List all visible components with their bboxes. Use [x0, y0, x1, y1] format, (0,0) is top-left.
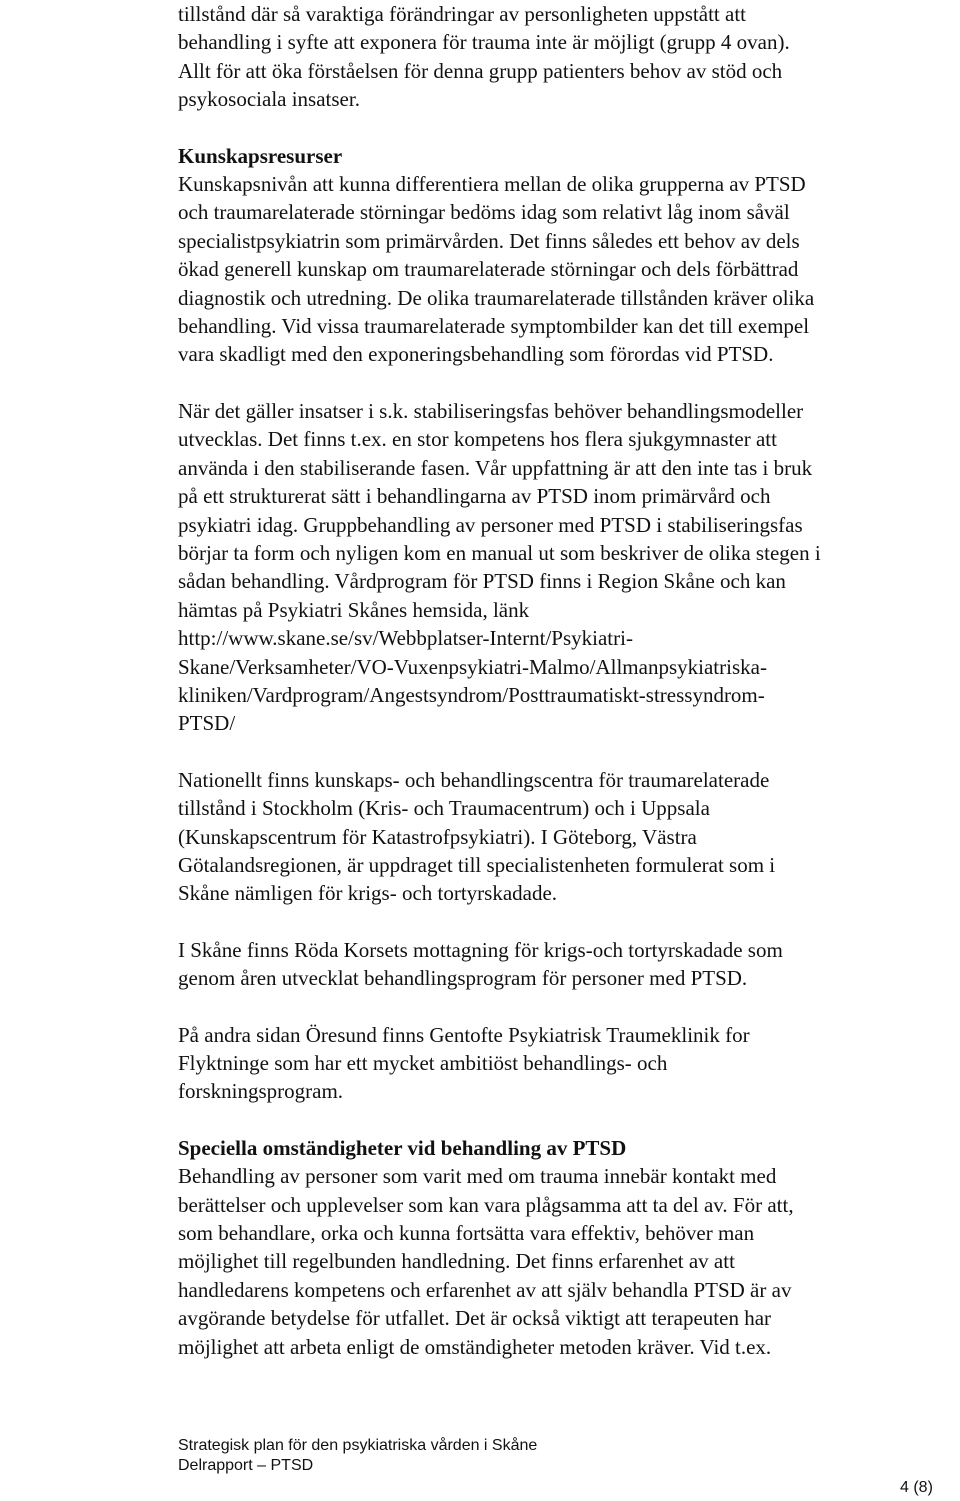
paragraph-nationellt: Nationellt finns kunskaps- och behandlingscentra för traumarelaterade tillstånd i Stockholm (Kris- och Traumacentrum) och i Uppsala (Kunskapscentrum för Katastrofpsykiatri). I Göteborg, Västra Götalandsregionen, är uppdraget till specialistenheten formulerat som i Skåne nämligen för krigs- och tortyrskadade. [178, 767, 776, 906]
paragraph-kunskapsniva: Kunskapsnivån att kunna differentiera mellan de olika grupperna av PTSD och traumarelaterade störningar bedöms idag som relativt låg inom såväl specialistpsykiatrin som primärvården. Det finns således ett behov av dels ökad generell kunskap om traumarelaterade störningar och dels förbättrad diagnostik och utredning. De olika traumarelaterade tillstånden kräver olika behandling. Vid vissa traumarelaterade symptombilder kan det till exempel vara skadligt med den exponeringsbehandling som förordas vid PTSD. [178, 172, 815, 367]
heading-kunskapsresurser: Kunskapsresurser [178, 143, 343, 168]
heading-speciella-omstandigheter: Speciella omständigheter vid behandling av PTSD [178, 1135, 627, 1160]
paragraph-handledning: Behandling av personer som varit med om trauma innebär kontakt med berättelser och upplevelser som kan vara plågsamma att ta del av. För att, som behandlare, orka och kunna fortsätta vara effektiv, behöver man möjlighet till regelbunden handledning. Det finns erfarenhet av att handledarens kompetens och erfarenhet av att själv behandla PTSD är av avgörande betydelse för utfallet. Det är också viktigt att terapeuten har möjlighet att arbeta enligt de omständigheter metoden kräver. Vid t.ex. [178, 1164, 794, 1359]
paragraph-oresund: På andra sidan Öresund finns Gentofte Psykiatrisk Traumeklinik for Flyktninge som har ett mycket ambitiöst behandlings- och forskningsprogram. [178, 1022, 750, 1104]
paragraph-roda-korset: I Skåne finns Röda Korsets mottagning för krigs-och tortyrskadade som genom åren utvecklat behandlingsprogram för personer med PTSD. [178, 937, 783, 991]
paragraph-intro-continuation: tillstånd där så varaktiga förändringar av personligheten uppstått att behandling i syfte att exponera för trauma inte är möjligt (grupp 4 ovan). Allt för att öka förståelsen för denna grupp patienters behov av stöd och psykosociala insatser. [178, 2, 790, 112]
footer-page-number: 4 (8) [900, 1479, 933, 1496]
footer-document-title: Strategisk plan för den psykiatriska vården i Skåne Delrapport – PTSD [178, 1437, 538, 1474]
paragraph-stabiliseringsfas: När det gäller insatser i s.k. stabiliseringsfas behöver behandlingsmodeller utvecklas. Det finns t.ex. en stor kompetens hos flera sjukgymnaster att använda i den stabiliserande fasen. Vår uppfattning är att den inte tas i bruk på ett strukturerat sätt i behandlingarna av PTSD inom primärvård och psykiatri idag. Gruppbehandling av personer med PTSD i stabiliseringsfas börjar ta form och nyligen kom en manual ut som beskriver de olika stegen i sådan behandling. Vårdprogram för PTSD finns i Region Skåne och kan hämtas på Psykiatri Skånes hemsida, länk http://www.skane.se/sv/Webbplatser-Internt/Psykiatri- Skane/Verksamheter/VO-Vuxenpsykiatri-Malmo/Allmanpsykiatriska- kliniken/Vardprogram/Angestsyndrom/Posttraumatiskt-stressyndrom- PTSD/ [178, 398, 821, 736]
document-body [178, 0, 938, 1361]
